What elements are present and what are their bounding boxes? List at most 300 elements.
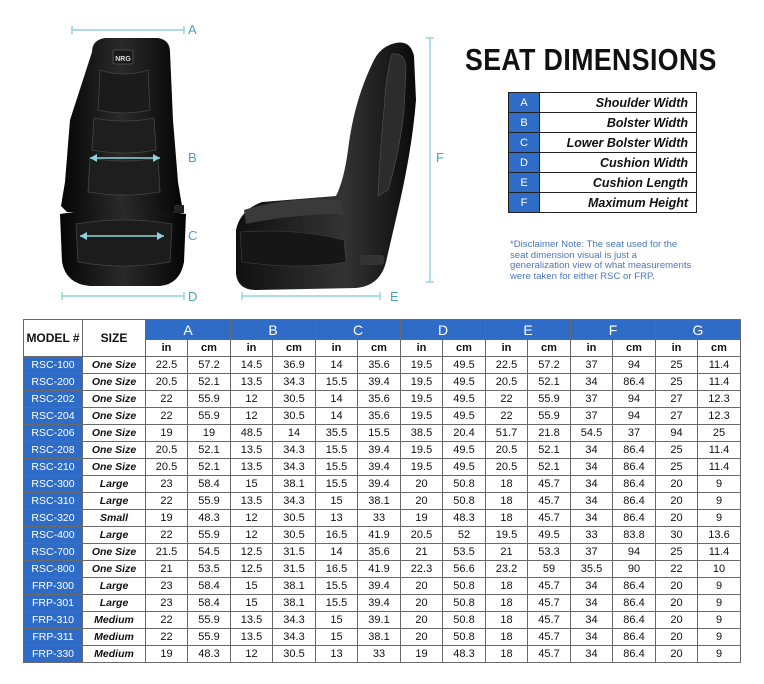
- model-cell: RSC-700: [24, 544, 83, 561]
- value-cell: 34: [571, 510, 613, 527]
- value-cell: 52: [443, 527, 486, 544]
- value-cell: 39.4: [358, 578, 401, 595]
- value-cell: 11.4: [698, 459, 741, 476]
- legend-row: [509, 113, 697, 133]
- value-cell: 20: [656, 476, 698, 493]
- value-cell: 39.4: [358, 595, 401, 612]
- size-cell: One Size: [83, 391, 146, 408]
- disclaimer-note: *Disclaimer Note: The seat used for the seat dimension visual is just a generalization view of what measurements were taken for either RSC or FRP.: [510, 239, 692, 282]
- value-cell: 12: [231, 408, 273, 425]
- value-cell: 35.6: [358, 544, 401, 561]
- unit-header: cm: [698, 340, 741, 357]
- value-cell: 22: [146, 629, 188, 646]
- value-cell: 38.1: [358, 629, 401, 646]
- value-cell: 22.5: [146, 357, 188, 374]
- legend-label: Cushion Width: [540, 153, 697, 173]
- value-cell: 59: [528, 561, 571, 578]
- value-cell: 19.5: [401, 374, 443, 391]
- value-cell: 25: [656, 357, 698, 374]
- size-cell: Medium: [83, 629, 146, 646]
- value-cell: 39.4: [358, 459, 401, 476]
- table-row: [24, 612, 741, 629]
- table-row: [24, 357, 741, 374]
- unit-header: cm: [358, 340, 401, 357]
- value-cell: 13.5: [231, 612, 273, 629]
- value-cell: 20.5: [486, 442, 528, 459]
- size-cell: One Size: [83, 442, 146, 459]
- legend-key: B: [509, 113, 540, 133]
- value-cell: 34: [571, 646, 613, 663]
- value-cell: 19.5: [401, 357, 443, 374]
- value-cell: 41.9: [358, 561, 401, 578]
- legend-row: [509, 133, 697, 153]
- value-cell: 20: [656, 595, 698, 612]
- value-cell: 18: [486, 629, 528, 646]
- group-header: C: [316, 320, 401, 340]
- size-cell: One Size: [83, 357, 146, 374]
- value-cell: 15: [316, 629, 358, 646]
- value-cell: 35.6: [358, 408, 401, 425]
- value-cell: 23.2: [486, 561, 528, 578]
- value-cell: 94: [613, 357, 656, 374]
- value-cell: 18: [486, 646, 528, 663]
- model-cell: RSC-320: [24, 510, 83, 527]
- unit-header: cm: [443, 340, 486, 357]
- value-cell: 48.3: [188, 646, 231, 663]
- table-row: [24, 561, 741, 578]
- value-cell: 51.7: [486, 425, 528, 442]
- value-cell: 86.4: [613, 476, 656, 493]
- table-row: [24, 527, 741, 544]
- value-cell: 19: [401, 646, 443, 663]
- value-cell: 15.5: [316, 374, 358, 391]
- table-row: [24, 408, 741, 425]
- value-cell: 34.3: [273, 493, 316, 510]
- value-cell: 34: [571, 493, 613, 510]
- value-cell: 45.7: [528, 476, 571, 493]
- value-cell: 11.4: [698, 442, 741, 459]
- value-cell: 15: [316, 493, 358, 510]
- value-cell: 21: [146, 561, 188, 578]
- value-cell: 36.9: [273, 357, 316, 374]
- value-cell: 86.4: [613, 578, 656, 595]
- value-cell: 20: [656, 510, 698, 527]
- value-cell: 18: [486, 510, 528, 527]
- value-cell: 18: [486, 493, 528, 510]
- value-cell: 15.5: [316, 578, 358, 595]
- dim-label-a: A: [188, 22, 197, 37]
- value-cell: 13.5: [231, 629, 273, 646]
- value-cell: 45.7: [528, 578, 571, 595]
- value-cell: 15: [231, 476, 273, 493]
- value-cell: 34.3: [273, 442, 316, 459]
- value-cell: 22: [146, 391, 188, 408]
- value-cell: 20: [656, 612, 698, 629]
- value-cell: 23: [146, 595, 188, 612]
- value-cell: 22: [146, 408, 188, 425]
- value-cell: 52.1: [528, 442, 571, 459]
- table-row: [24, 493, 741, 510]
- value-cell: 50.8: [443, 629, 486, 646]
- value-cell: 49.5: [443, 459, 486, 476]
- model-cell: RSC-310: [24, 493, 83, 510]
- legend-row: [509, 173, 697, 193]
- value-cell: 37: [613, 425, 656, 442]
- value-cell: 39.4: [358, 476, 401, 493]
- value-cell: 19.5: [486, 527, 528, 544]
- legend-label: Shoulder Width: [540, 93, 697, 113]
- value-cell: 52.1: [188, 442, 231, 459]
- value-cell: 53.5: [443, 544, 486, 561]
- size-cell: Medium: [83, 612, 146, 629]
- value-cell: 20: [401, 476, 443, 493]
- value-cell: 50.8: [443, 476, 486, 493]
- legend-key: D: [509, 153, 540, 173]
- model-cell: RSC-200: [24, 374, 83, 391]
- value-cell: 33: [358, 646, 401, 663]
- value-cell: 14: [316, 357, 358, 374]
- value-cell: 25: [656, 374, 698, 391]
- model-cell: RSC-208: [24, 442, 83, 459]
- value-cell: 34: [571, 629, 613, 646]
- model-cell: FRP-330: [24, 646, 83, 663]
- value-cell: 39.4: [358, 374, 401, 391]
- value-cell: 11.4: [698, 544, 741, 561]
- group-header: A: [146, 320, 231, 340]
- value-cell: 10: [698, 561, 741, 578]
- value-cell: 52.1: [528, 374, 571, 391]
- value-cell: 35.6: [358, 391, 401, 408]
- value-cell: 49.5: [528, 527, 571, 544]
- value-cell: 12.5: [231, 561, 273, 578]
- value-cell: 9: [698, 510, 741, 527]
- value-cell: 45.7: [528, 629, 571, 646]
- value-cell: 20.5: [146, 442, 188, 459]
- legend-key: E: [509, 173, 540, 193]
- dim-label-d: D: [188, 289, 198, 304]
- value-cell: 14: [316, 391, 358, 408]
- value-cell: 35.6: [358, 357, 401, 374]
- legend-label: Bolster Width: [540, 113, 697, 133]
- value-cell: 21.8: [528, 425, 571, 442]
- unit-header: in: [231, 340, 273, 357]
- value-cell: 20: [401, 629, 443, 646]
- value-cell: 48.5: [231, 425, 273, 442]
- value-cell: 22: [146, 612, 188, 629]
- group-header: B: [231, 320, 316, 340]
- value-cell: 38.5: [401, 425, 443, 442]
- value-cell: 13.5: [231, 493, 273, 510]
- table-row: [24, 459, 741, 476]
- value-cell: 50.8: [443, 612, 486, 629]
- value-cell: 34.3: [273, 459, 316, 476]
- value-cell: 94: [613, 391, 656, 408]
- value-cell: 52.1: [188, 374, 231, 391]
- value-cell: 13: [316, 510, 358, 527]
- value-cell: 57.2: [528, 357, 571, 374]
- model-cell: FRP-300: [24, 578, 83, 595]
- value-cell: 11.4: [698, 357, 741, 374]
- value-cell: 34: [571, 595, 613, 612]
- value-cell: 23: [146, 578, 188, 595]
- dimensions-table: [23, 319, 741, 663]
- value-cell: 37: [571, 408, 613, 425]
- value-cell: 15.5: [316, 595, 358, 612]
- value-cell: 52.1: [528, 459, 571, 476]
- legend-label: Cushion Length: [540, 173, 697, 193]
- size-cell: One Size: [83, 425, 146, 442]
- value-cell: 86.4: [613, 510, 656, 527]
- value-cell: 15: [316, 612, 358, 629]
- value-cell: 33: [358, 510, 401, 527]
- value-cell: 30.5: [273, 510, 316, 527]
- value-cell: 48.3: [443, 510, 486, 527]
- table-row: [24, 425, 741, 442]
- table-row: [24, 544, 741, 561]
- value-cell: 34: [571, 374, 613, 391]
- size-cell: Small: [83, 510, 146, 527]
- value-cell: 12: [231, 510, 273, 527]
- value-cell: 50.8: [443, 578, 486, 595]
- table-row: [24, 374, 741, 391]
- value-cell: 12.5: [231, 544, 273, 561]
- value-cell: 25: [698, 425, 741, 442]
- value-cell: 13.5: [231, 374, 273, 391]
- value-cell: 20: [401, 493, 443, 510]
- value-cell: 21: [486, 544, 528, 561]
- value-cell: 86.4: [613, 629, 656, 646]
- model-cell: RSC-206: [24, 425, 83, 442]
- value-cell: 19: [146, 425, 188, 442]
- value-cell: 22: [656, 561, 698, 578]
- unit-header: cm: [613, 340, 656, 357]
- value-cell: 25: [656, 459, 698, 476]
- value-cell: 27: [656, 408, 698, 425]
- model-cell: RSC-100: [24, 357, 83, 374]
- value-cell: 58.4: [188, 476, 231, 493]
- value-cell: 12: [231, 646, 273, 663]
- group-header: E: [486, 320, 571, 340]
- table-row: [24, 391, 741, 408]
- unit-header: cm: [273, 340, 316, 357]
- value-cell: 30.5: [273, 646, 316, 663]
- dimension-legend: [508, 92, 697, 213]
- value-cell: 31.5: [273, 544, 316, 561]
- value-cell: 22: [146, 493, 188, 510]
- value-cell: 25: [656, 442, 698, 459]
- value-cell: 41.9: [358, 527, 401, 544]
- model-cell: FRP-311: [24, 629, 83, 646]
- value-cell: 54.5: [188, 544, 231, 561]
- value-cell: 58.4: [188, 578, 231, 595]
- value-cell: 55.9: [528, 408, 571, 425]
- group-header: F: [571, 320, 656, 340]
- value-cell: 19.5: [401, 459, 443, 476]
- unit-header: cm: [188, 340, 231, 357]
- value-cell: 45.7: [528, 493, 571, 510]
- value-cell: 38.1: [273, 476, 316, 493]
- value-cell: 23: [146, 476, 188, 493]
- value-cell: 34.3: [273, 612, 316, 629]
- value-cell: 49.5: [443, 357, 486, 374]
- value-cell: 38.1: [273, 578, 316, 595]
- value-cell: 57.2: [188, 357, 231, 374]
- table-row: [24, 442, 741, 459]
- value-cell: 18: [486, 595, 528, 612]
- legend-row: [509, 93, 697, 113]
- value-cell: 34: [571, 476, 613, 493]
- unit-header: in: [486, 340, 528, 357]
- size-cell: Large: [83, 493, 146, 510]
- value-cell: 83.8: [613, 527, 656, 544]
- unit-header: cm: [528, 340, 571, 357]
- value-cell: 49.5: [443, 374, 486, 391]
- value-cell: 30.5: [273, 391, 316, 408]
- value-cell: 45.7: [528, 510, 571, 527]
- value-cell: 19.5: [401, 408, 443, 425]
- table-row: [24, 578, 741, 595]
- size-header: SIZE: [83, 320, 146, 357]
- legend-key: C: [509, 133, 540, 153]
- value-cell: 34: [571, 612, 613, 629]
- model-cell: RSC-400: [24, 527, 83, 544]
- value-cell: 20.5: [146, 374, 188, 391]
- value-cell: 13.6: [698, 527, 741, 544]
- value-cell: 22: [486, 391, 528, 408]
- value-cell: 86.4: [613, 612, 656, 629]
- model-header: MODEL #: [24, 320, 83, 357]
- value-cell: 9: [698, 493, 741, 510]
- value-cell: 55.9: [528, 391, 571, 408]
- model-cell: RSC-204: [24, 408, 83, 425]
- group-header: G: [656, 320, 741, 340]
- group-header: D: [401, 320, 486, 340]
- value-cell: 20: [401, 578, 443, 595]
- value-cell: 20: [401, 595, 443, 612]
- value-cell: 94: [613, 544, 656, 561]
- value-cell: 94: [656, 425, 698, 442]
- value-cell: 9: [698, 476, 741, 493]
- front-seat-view: [60, 38, 186, 286]
- value-cell: 90: [613, 561, 656, 578]
- table-row: [24, 595, 741, 612]
- value-cell: 86.4: [613, 595, 656, 612]
- value-cell: 34: [571, 459, 613, 476]
- value-cell: 37: [571, 391, 613, 408]
- legend-label: Maximum Height: [540, 193, 697, 213]
- value-cell: 15.5: [316, 459, 358, 476]
- value-cell: 50.8: [443, 493, 486, 510]
- value-cell: 11.4: [698, 374, 741, 391]
- value-cell: 86.4: [613, 646, 656, 663]
- value-cell: 18: [486, 612, 528, 629]
- value-cell: 14: [316, 544, 358, 561]
- value-cell: 34.3: [273, 629, 316, 646]
- value-cell: 22: [146, 527, 188, 544]
- value-cell: 56.6: [443, 561, 486, 578]
- value-cell: 86.4: [613, 374, 656, 391]
- model-cell: RSC-202: [24, 391, 83, 408]
- value-cell: 34: [571, 442, 613, 459]
- value-cell: 9: [698, 612, 741, 629]
- legend-row: [509, 153, 697, 173]
- value-cell: 20: [656, 629, 698, 646]
- value-cell: 53.3: [528, 544, 571, 561]
- dim-label-c: C: [188, 228, 198, 243]
- unit-header: in: [146, 340, 188, 357]
- seat-dimensions-graphic: [0, 0, 764, 312]
- size-cell: One Size: [83, 544, 146, 561]
- model-cell: RSC-800: [24, 561, 83, 578]
- value-cell: 55.9: [188, 408, 231, 425]
- size-cell: Large: [83, 476, 146, 493]
- value-cell: 19: [401, 510, 443, 527]
- value-cell: 58.4: [188, 595, 231, 612]
- value-cell: 35.5: [571, 561, 613, 578]
- table-row: [24, 510, 741, 527]
- size-cell: Large: [83, 578, 146, 595]
- value-cell: 39.1: [358, 612, 401, 629]
- value-cell: 20: [656, 578, 698, 595]
- value-cell: 18: [486, 578, 528, 595]
- value-cell: 9: [698, 595, 741, 612]
- value-cell: 34: [571, 578, 613, 595]
- value-cell: 22: [486, 408, 528, 425]
- seat-logo: NRG: [115, 56, 131, 63]
- value-cell: 49.5: [443, 408, 486, 425]
- value-cell: 27: [656, 391, 698, 408]
- value-cell: 35.5: [316, 425, 358, 442]
- value-cell: 15.5: [316, 476, 358, 493]
- value-cell: 19: [146, 646, 188, 663]
- dim-label-f: F: [436, 150, 444, 165]
- value-cell: 19.5: [401, 391, 443, 408]
- value-cell: 15: [231, 578, 273, 595]
- value-cell: 54.5: [571, 425, 613, 442]
- page-title: SEAT DIMENSIONS: [465, 42, 717, 77]
- value-cell: 38.1: [273, 595, 316, 612]
- value-cell: 20.5: [401, 527, 443, 544]
- value-cell: 19.5: [401, 442, 443, 459]
- value-cell: 52.1: [188, 459, 231, 476]
- size-cell: One Size: [83, 561, 146, 578]
- unit-header: in: [571, 340, 613, 357]
- value-cell: 86.4: [613, 442, 656, 459]
- value-cell: 48.3: [443, 646, 486, 663]
- value-cell: 48.3: [188, 510, 231, 527]
- value-cell: 9: [698, 629, 741, 646]
- value-cell: 12.3: [698, 391, 741, 408]
- value-cell: 55.9: [188, 527, 231, 544]
- value-cell: 30.5: [273, 527, 316, 544]
- dim-label-e: E: [390, 289, 399, 304]
- size-cell: One Size: [83, 408, 146, 425]
- value-cell: 18: [486, 476, 528, 493]
- value-cell: 20.5: [146, 459, 188, 476]
- value-cell: 12: [231, 391, 273, 408]
- value-cell: 30: [656, 527, 698, 544]
- value-cell: 20.5: [486, 459, 528, 476]
- value-cell: 37: [571, 544, 613, 561]
- value-cell: 39.4: [358, 442, 401, 459]
- value-cell: 14: [273, 425, 316, 442]
- table-row: [24, 629, 741, 646]
- unit-header: in: [656, 340, 698, 357]
- value-cell: 9: [698, 578, 741, 595]
- value-cell: 20: [401, 612, 443, 629]
- group-header-row: [24, 320, 741, 340]
- legend-row: [509, 193, 697, 213]
